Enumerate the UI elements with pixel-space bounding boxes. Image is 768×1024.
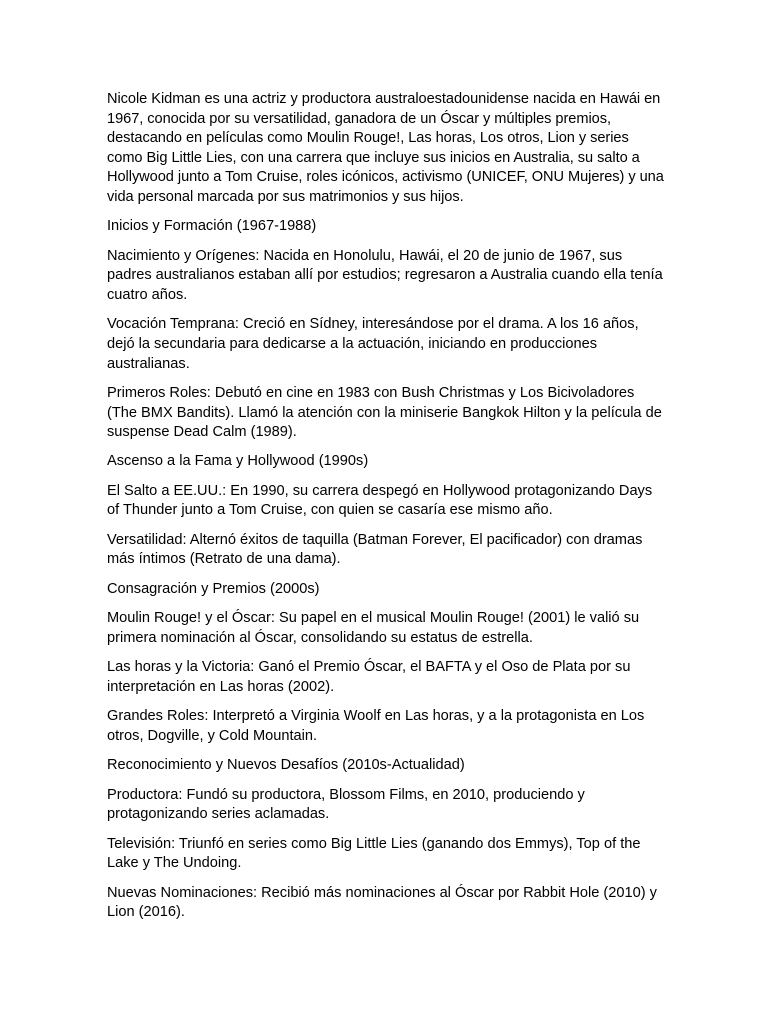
section-heading-reconocimiento: Reconocimiento y Nuevos Desafíos (2010s-Actualidad) [107, 757, 465, 774]
paragraph-vocacion: Vocación Temprana: Creció en Sídney, interesándose por el drama. A los 16 años, dejó la secundaria para dedicarse a la actuación, iniciando en producciones australianas. [107, 316, 639, 372]
paragraph-nacimiento: Nacimiento y Orígenes: Nacida en Honolulu, Hawái, el 20 de junio de 1967, sus padres australianos estaban allí por estudios; regresaron a Australia cuando ella tenía cuatro años. [107, 247, 663, 303]
paragraph-primeros-roles: Primeros Roles: Debutó en cine en 1983 con Bush Christmas y Los Bicivoladores (The BMX Bandits). Llamó la atención con la miniserie Bangkok Hilton y la película de suspense Dead Calm (1989). [107, 384, 662, 441]
paragraph-versatilidad: Versatilidad: Alternó éxitos de taquilla (Batman Forever, El pacificador) con dramas más íntimos (Retrato de una dama). [107, 531, 643, 568]
section-heading-consagracion: Consagración y Premios (2000s) [107, 580, 320, 597]
paragraph-las-horas: Las horas y la Victoria: Ganó el Premio Óscar, el BAFTA y el Oso de Plata por su interpretación en Las horas (2002). [107, 659, 631, 695]
section-heading-inicios: Inicios y Formación (1967-1988) [107, 218, 317, 235]
paragraph-productora: Productora: Fundó su productora, Blossom Films, en 2010, produciendo y protagonizando series aclamadas. [107, 786, 585, 823]
section-heading-ascenso: Ascenso a la Fama y Hollywood (1990s) [107, 453, 369, 470]
document-page [107, 90, 667, 933]
paragraph-nominaciones: Nuevas Nominaciones: Recibió más nominaciones al Óscar por Rabbit Hole (2010) y Lion (2016). [107, 884, 657, 921]
paragraph-grandes-roles: Grandes Roles: Interpretó a Virginia Woolf en Las horas, y a la protagonista en Los otros, Dogville, y Cold Mountain. [107, 708, 645, 744]
paragraph-moulin-rouge: Moulin Rouge! y el Óscar: Su papel en el musical Moulin Rouge! (2001) le valió su primera nominación al Óscar, consolidando su estatus de estrella. [107, 610, 640, 646]
paragraph-television: Televisión: Triunfó en series como Big Little Lies (ganando dos Emmys), Top of the Lake y The Undoing. [107, 835, 641, 872]
paragraph-salto: El Salto a EE.UU.: En 1990, su carrera despegó en Hollywood protagonizando Days of Thunder junto a Tom Cruise, con quien se casaría ese mismo año. [107, 482, 653, 519]
intro-paragraph: Nicole Kidman es una actriz y productora australoestadounidense nacida en Hawái en 1967, conocida por su versatilidad, ganadora de un Óscar y múltiples premios, destacando en películas como Moulin Rouge!, Las horas, Los otros, Lion y series como Big Little Lies, con una carrera que incluye sus inicios en Australia, su salto a Hollywood junto a Tom Cruise, roles icónicos, activismo (UNICEF, ONU Mujeres) y una vida personal marcada por sus matrimonios y sus hijos. [107, 91, 664, 205]
